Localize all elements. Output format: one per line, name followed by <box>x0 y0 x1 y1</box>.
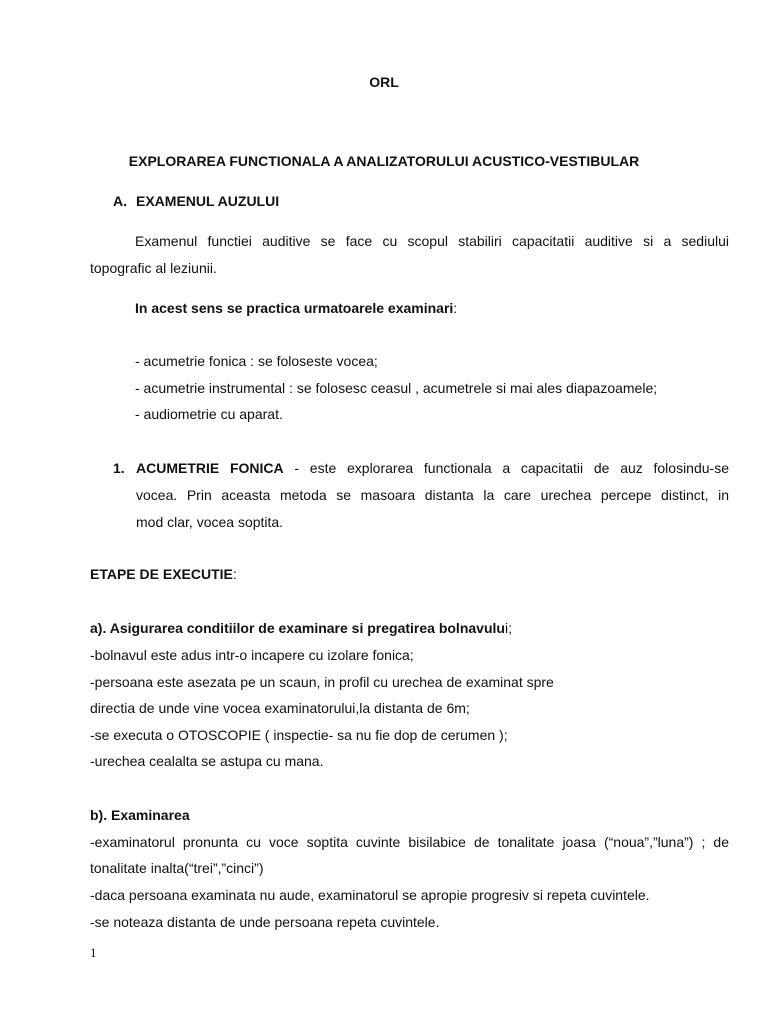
intro-paragraph-line-2: topografic al leziunii. <box>90 260 217 276</box>
stages-heading-colon: : <box>232 566 237 582</box>
stage-a-title <box>90 619 512 637</box>
document-title: EXPLORAREA FUNCTIONALA A ANALIZATORULUI ACUSTICO-VESTIBULAR <box>128 153 640 169</box>
method-item-1: - acumetrie fonica : se foloseste vocea; <box>135 353 378 369</box>
stage-b-line-3: -daca persoana examinata nu aude, examinatorul se apropie progresiv si repeta cuvintele. <box>90 887 650 903</box>
stage-b-line-4: -se noteaza distanta de unde persoana repeta cuvintele. <box>90 914 440 930</box>
intro-paragraph-line-1: Examenul functiei auditive se face cu scopul stabiliri capacitatii auditive si a sediului <box>135 233 729 249</box>
method-item-2: - acumetrie instrumental : se folosesc ceasul , acumetrele si mai ales diapazoamele; <box>135 380 658 396</box>
page-number: 1 <box>90 945 97 960</box>
stage-a-line-3: directia de unde vine vocea examinatorului,la distanta de 6m; <box>90 700 470 716</box>
stages-heading-text: ETAPE DE EXECUTIE <box>90 566 233 582</box>
course-title: ORL <box>369 74 399 90</box>
item-1-line-3: mod clar, vocea soptita. <box>136 514 284 530</box>
stage-b-line-1: -examinatorul pronunta cu voce soptita cuvinte bisilabice de tonalitate joasa (“noua”,”luna”) ; de <box>90 834 729 850</box>
item-1-number: 1. <box>113 460 125 476</box>
stage-b-line-2: tonalitate inalta(“trei”,”cinci”) <box>90 860 264 876</box>
item-1-line-1 <box>136 459 729 477</box>
stage-a-title-bold: a). Asigurarea conditiilor de examinare si pregatirea bolnavulu <box>90 620 505 636</box>
stage-a-line-1: -bolnavul este adus intr-o incapere cu izolare fonica; <box>90 647 414 663</box>
practice-intro-bold: In acest sens se practica urmatoarele examinari <box>135 300 454 316</box>
item-1-line-2: vocea. Prin aceasta metoda se masoara distanta la care urechea percepe distinct, in <box>136 487 729 503</box>
section-a-marker: A. <box>113 193 127 209</box>
item-1-title: ACUMETRIE FONICA <box>136 460 284 476</box>
stage-b-title: b). Examinarea <box>90 807 190 823</box>
stage-a-line-2: -persoana este asezata pe un scaun, in profil cu urechea de examinat spre <box>90 674 554 690</box>
practice-intro <box>135 299 457 317</box>
stage-a-line-5: -urechea cealalta se astupa cu mana. <box>90 753 324 769</box>
item-1-line-1-rest: - este explorarea functionala a capacitatii de auz folosindu-se <box>283 460 729 476</box>
practice-intro-colon: : <box>453 300 458 316</box>
stage-a-title-rest: i; <box>504 620 512 636</box>
stages-heading <box>90 565 237 583</box>
method-item-3: - audiometrie cu aparat. <box>135 406 283 422</box>
stage-a-line-4: -se executa o OTOSCOPIE ( inspectie- sa nu fie dop de cerumen ); <box>90 727 508 743</box>
section-a-heading: EXAMENUL AUZULUI <box>136 193 280 209</box>
